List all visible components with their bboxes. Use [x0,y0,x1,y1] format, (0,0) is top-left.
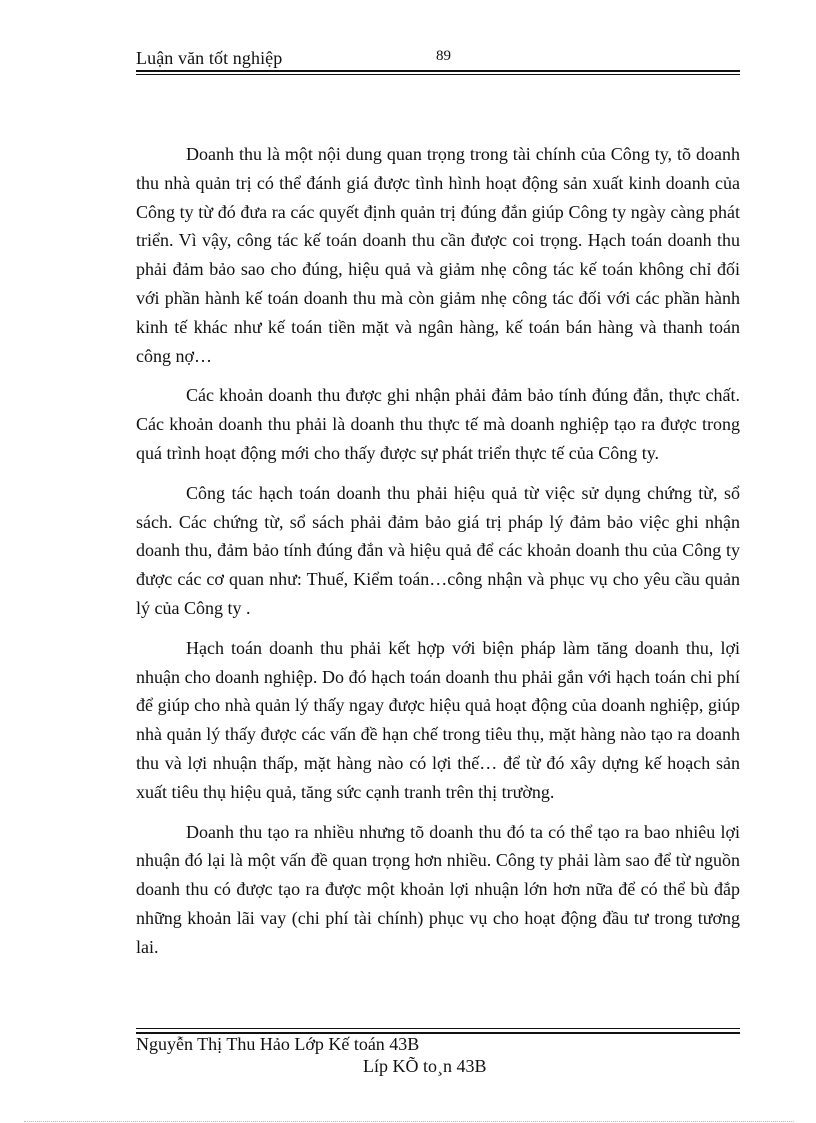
page-border [24,1121,794,1122]
paragraph-3: Công tác hạch toán doanh thu phải hiệu quả từ việc sử dụng chứng từ, sổ sách. Các chứng từ, sổ sách phải đảm bảo giá trị pháp lý đảm bảo việc ghi nhận doanh thu, đảm bảo tính đúng đắn và hiệu quả để các khoản doanh thu của Công ty được các cơ quan như: Thuế, Kiểm toán…công nhận và phục vụ cho yêu cầu quản lý của Công ty . [136,482,740,618]
footer-class: Líp KÕ to¸n 43B [363,1056,487,1076]
paragraph-4: Hạch toán doanh thu phải kết hợp với biện pháp làm tăng doanh thu, lợi nhuận cho doanh nghiệp. Do đó hạch toán doanh thu phải gắn với hạch toán chi phí để giúp cho nhà quản lý thấy ngay được hiệu quả hoạt động của doanh nghiệp, giúp nhà quản lý thấy được các vấn đề hạn chế trong tiêu thụ, mặt hàng nào tạo ra doanh thu và lợi nhuận thấp, mặt hàng nào có lợi thế… để từ đó xây dựng kế hoạch sản xuất tiêu thụ hiệu quả, tăng sức cạnh tranh trên thị trường. [136,637,740,802]
body-text [136,140,740,973]
page-number: 89 [436,48,451,64]
paragraph-2: Các khoản doanh thu được ghi nhận phải đảm bảo tính đúng đắn, thực chất. Các khoản doanh thu phải là doanh thu thực tế mà doanh nghiệp tạo ra được trong quá trình hoạt động mới cho thấy được sự phát triển thực tế của Công ty. [136,385,740,463]
paragraph-1: Doanh thu là một nội dung quan trọng trong tài chính của Công ty, tõ doanh thu nhà quản trị có thể đánh giá được tình hình hoạt động sản xuất kinh doanh của Công ty từ đó đưa ra các quyết định quản trị đúng đắn giúp Công ty ngày càng phát triển. Vì vậy, công tác kế toán doanh thu cần được coi trọng. Hạch toán doanh thu phải đảm bảo sao cho đúng, hiệu quả và giảm nhẹ công tác kế toán không chỉ đối với phần hành kế toán doanh thu mà còn giảm nhẹ công tác đối với các phần hành kinh tế khác như kế toán tiền mặt và ngân hàng, kế toán bán hàng và thanh toán công nợ… [136,144,740,366]
header-rule-thick [136,70,740,72]
paragraph-5: Doanh thu tạo ra nhiều nhưng tõ doanh thu đó ta có thể tạo ra bao nhiêu lợi nhuận đó lại là một vấn đề quan trọng hơn nhiều. Công ty phải làm sao để từ nguồn doanh thu có được tạo ra được một khoản lợi nhuận lớn hơn nữa để có thể bù đắp những khoản lãi vay (chi phí tài chính) phục vụ cho hoạt động đầu tư trong tương lai. [136,821,740,957]
footer-author: Nguyễn Thị Thu Hảo Lớp Kế toán 43B [136,1034,420,1054]
header-rule-thin [136,74,740,75]
footer-rule-thin [136,1028,740,1029]
header-title: Luận văn tốt nghiệp [136,48,283,68]
page-header [136,44,740,72]
